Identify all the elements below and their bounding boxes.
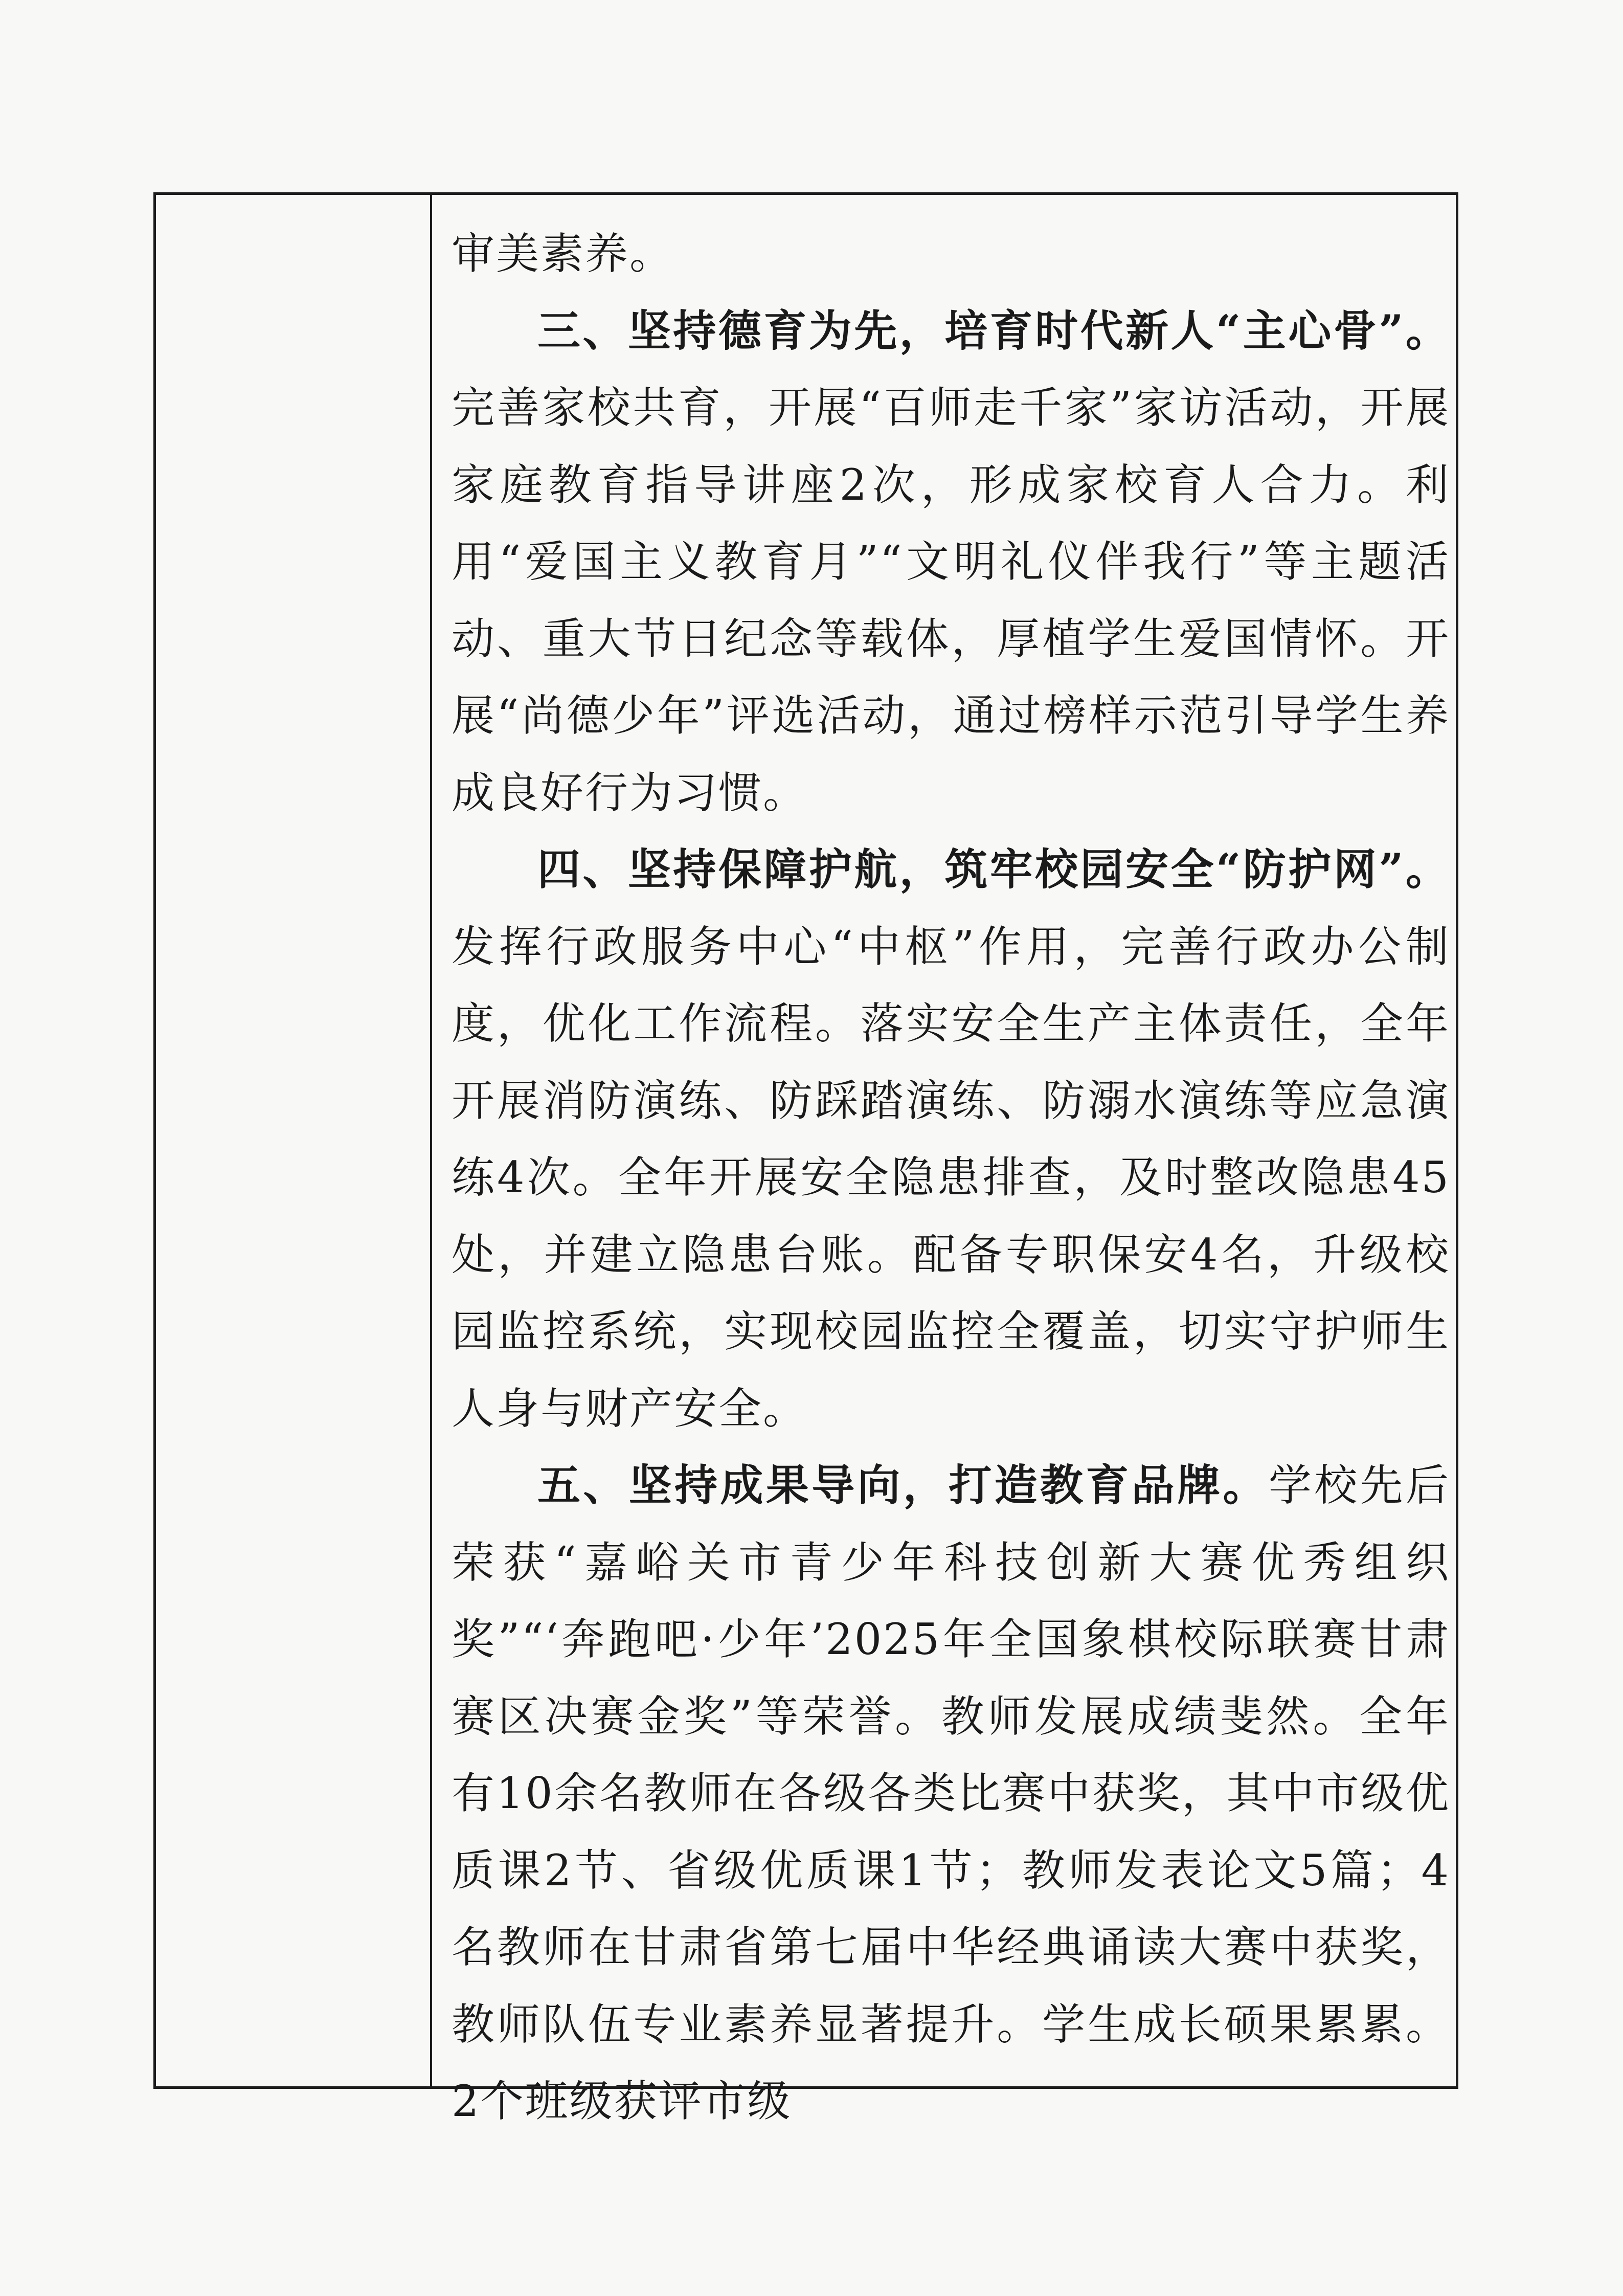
- paragraph-continuation: [452, 215, 1450, 293]
- paragraph-campus-safety: [452, 831, 1450, 1447]
- report-table: [153, 192, 1458, 2126]
- paragraph-moral-education: [452, 293, 1450, 832]
- section-heading-5: 五、坚持成果导向，打造教育品牌。: [537, 1460, 1269, 1510]
- paragraph-body: 发挥行政服务中心“中枢”作用，完善行政办公制度，优化工作流程。落实安全生产主体责任，全年开展消防演练、防踩踏演练、防溺水演练等应急演练4次。全年开展安全隐患排查，及时整改隐患45处，并建立隐患台账。配备专职保安4名，升级校园监控系统，实现校园监控全覆盖，切实守护师生人身与财产安全。: [452, 921, 1450, 1434]
- paragraph-body: 审美素养。: [452, 229, 674, 279]
- table-label-column: [156, 195, 432, 2086]
- paragraph-body: 学校先后荣获“嘉峪关市青少年科技创新大赛优秀组织奖”“‘奔跑吧·少年’2025年全国象棋校际联赛甘肃赛区决赛金奖”等荣誉。教师发展成绩斐然。全年有10余名教师在各级各类比赛中获奖，其中市级优质课2节、省级优质课1节；教师发表论文5篇；4名教师在甘肃省第七届中华经典诵读大赛中获奖，教师队伍专业素养显著提升。学生成长硕果累累。2个班级获评市级: [452, 1460, 1450, 2126]
- section-heading-4: 四、坚持保障护航，筑牢校园安全“防护网”。: [537, 844, 1450, 895]
- paragraph-achievements: [452, 1447, 1450, 2140]
- section-heading-3: 三、坚持德育为先，培育时代新人“主心骨”。: [537, 305, 1450, 356]
- paragraph-body: 完善家校共育，开展“百师走千家”家访活动，开展家庭教育指导讲座2次，形成家校育人合力。利用“爱国主义教育月”“文明礼仪伴我行”等主题活动、重大节日纪念等载体，厚植学生爱国情怀。开展“尚德少年”评选活动，通过榜样示范引导学生养成良好行为习惯。: [452, 383, 1450, 818]
- table-content-cell: [432, 195, 1458, 2126]
